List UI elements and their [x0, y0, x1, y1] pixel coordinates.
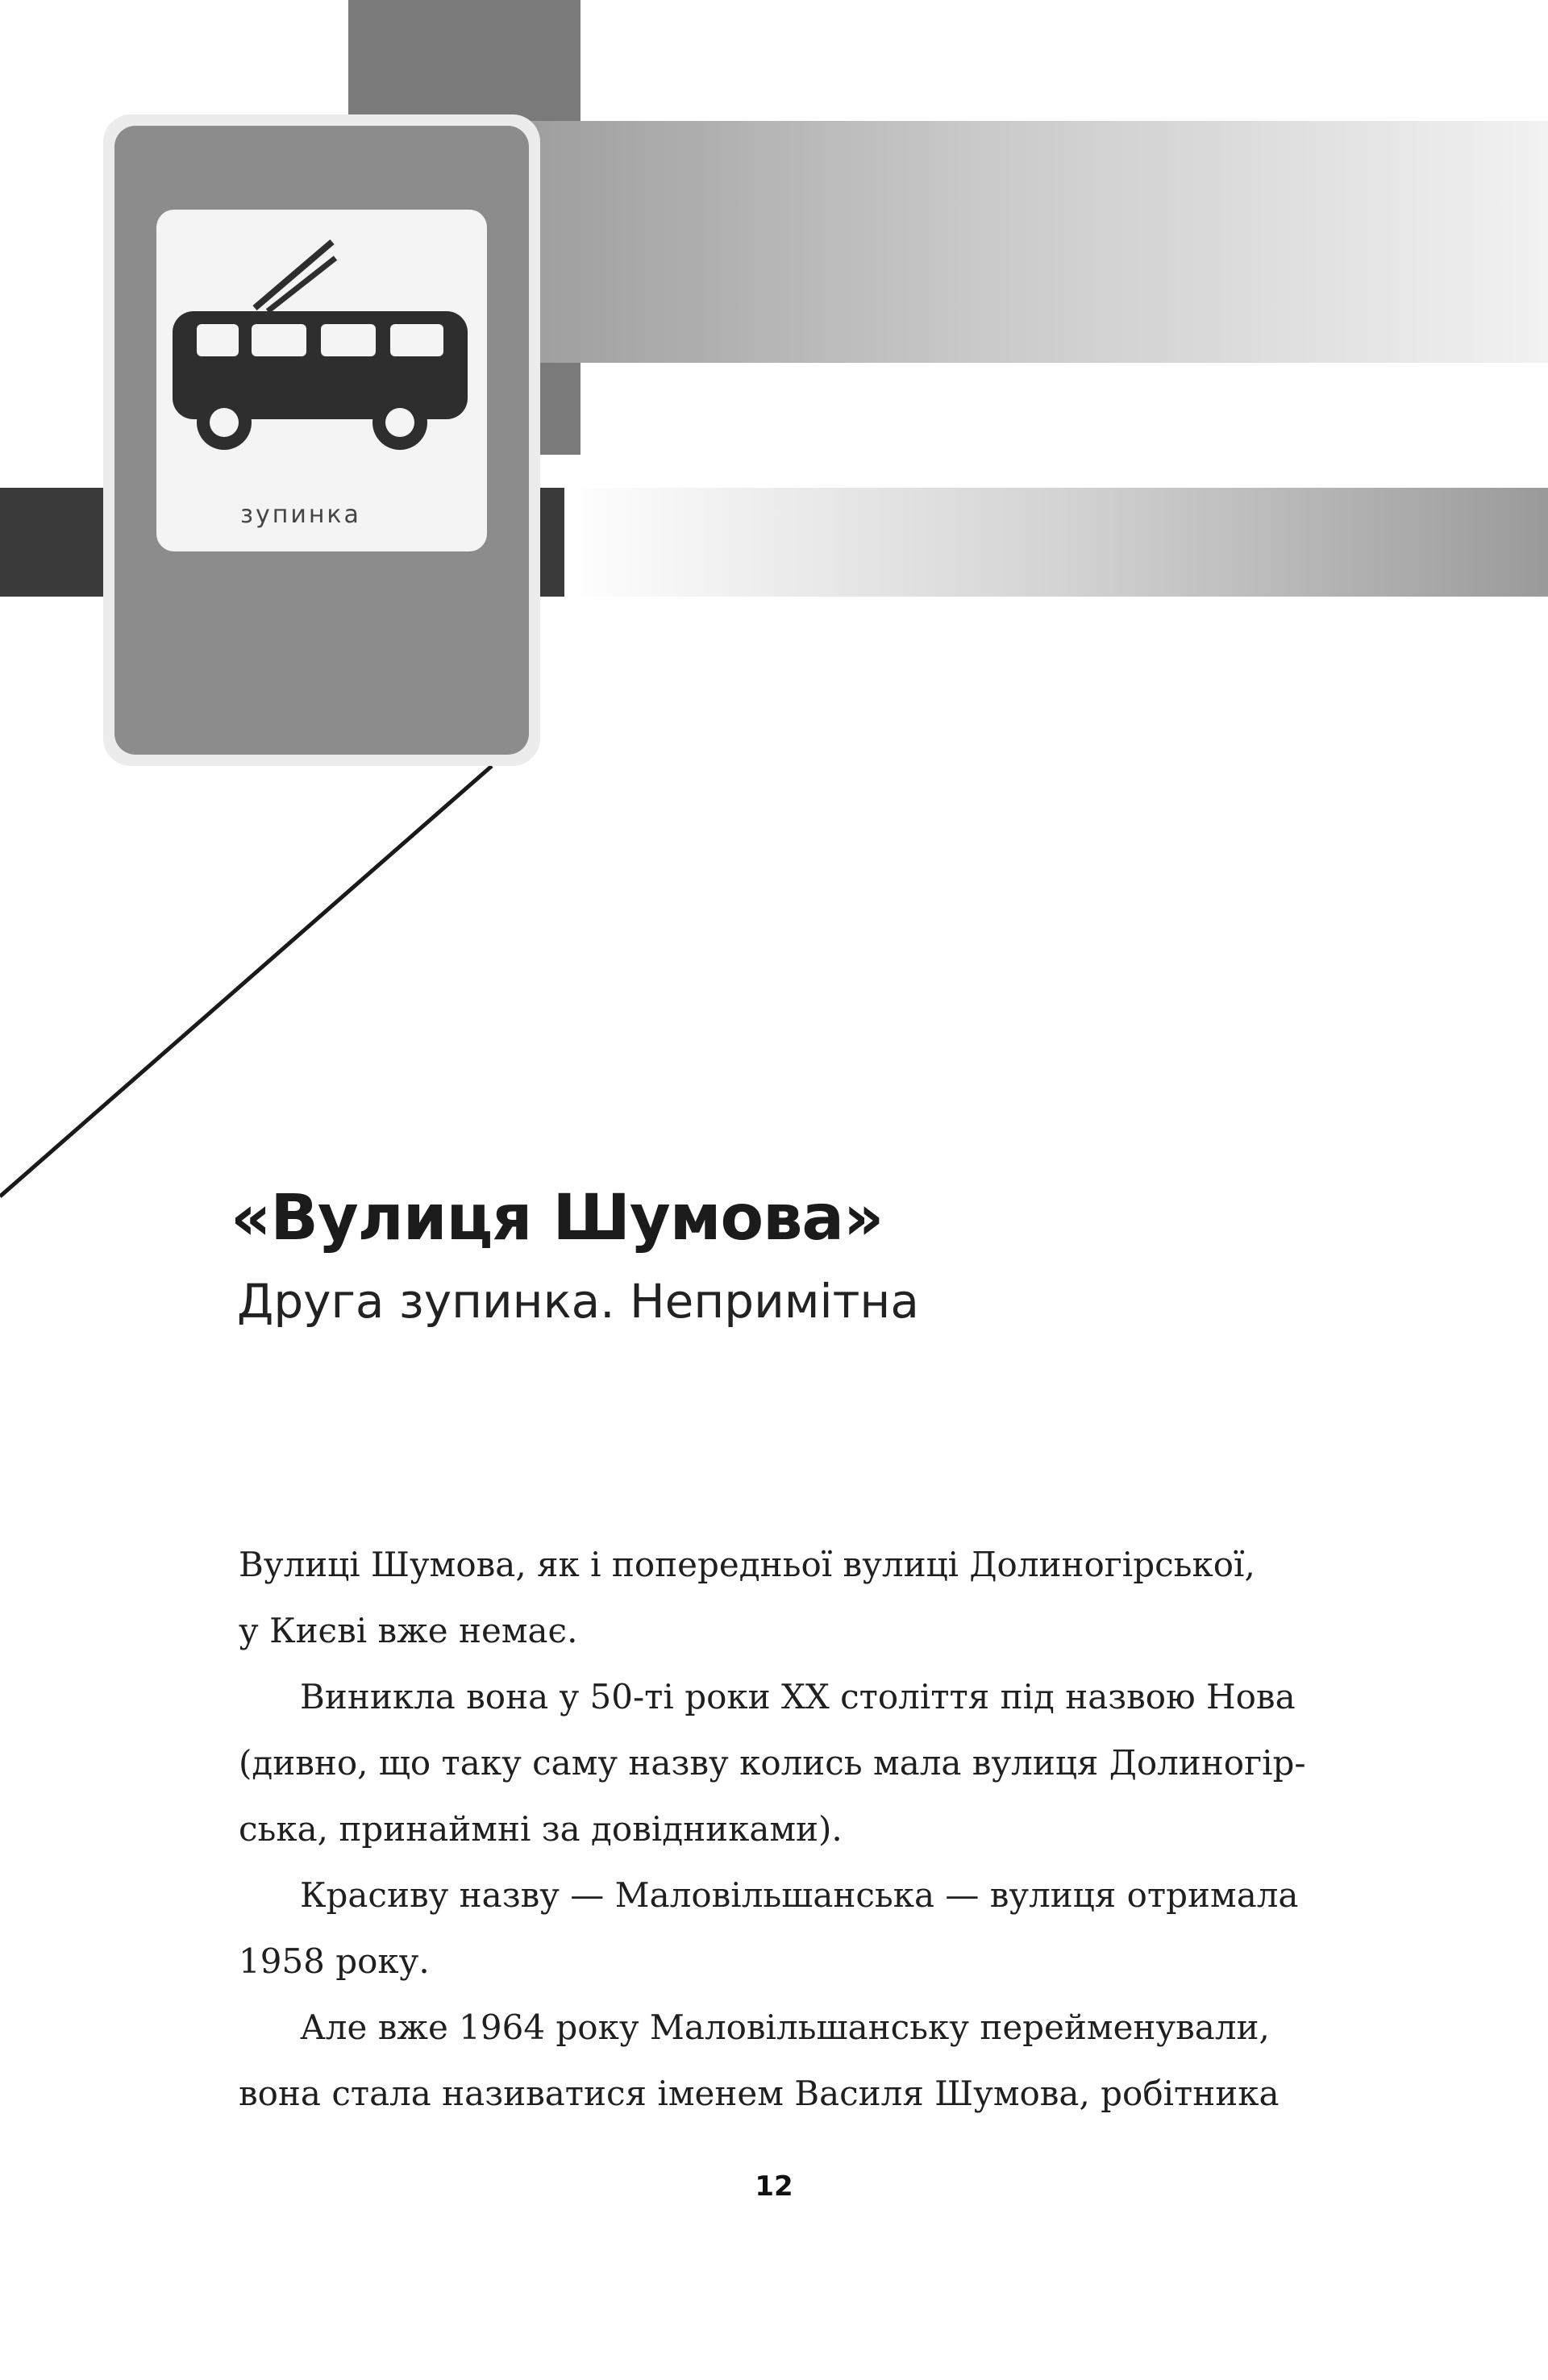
body-line: Красиву назву — Маловільшанська — вулиця отримала: [300, 1875, 1299, 1915]
chapter-title: «Вулиця Шумова»: [231, 1182, 884, 1254]
body-line: 1958 року.: [239, 1941, 430, 1981]
pole-line: [0, 766, 492, 1196]
body-line: Виникла вона у 50-ті роки XX століття під назвою Нова: [300, 1677, 1296, 1716]
chapter-subtitle: Друга зупинка. Непримітна: [237, 1274, 919, 1329]
body-line: у Києві вже немає.: [239, 1611, 578, 1650]
page-number: 12: [755, 2170, 793, 2203]
body-line: ська, принаймні за довідниками).: [239, 1809, 843, 1849]
body-line: Вулиці Шумова, як і попередньої вулиці Долиногірської,: [239, 1545, 1255, 1584]
body-line: вона стала називатися іменем Василя Шумова, робітника: [239, 2074, 1280, 2113]
body-text: [239, 1532, 1367, 2127]
body-line: (дивно, що таку саму назву колись мала вулиця Долиногір-: [239, 1743, 1306, 1783]
lower-gradient-stripe: [564, 488, 1548, 597]
bus-stop-sign: [103, 114, 540, 766]
upper-gradient-stripe: [484, 121, 1548, 363]
sign-label: зупинка: [240, 501, 361, 529]
body-line: Але вже 1964 року Маловільшанську перейменували,: [300, 2008, 1270, 2047]
